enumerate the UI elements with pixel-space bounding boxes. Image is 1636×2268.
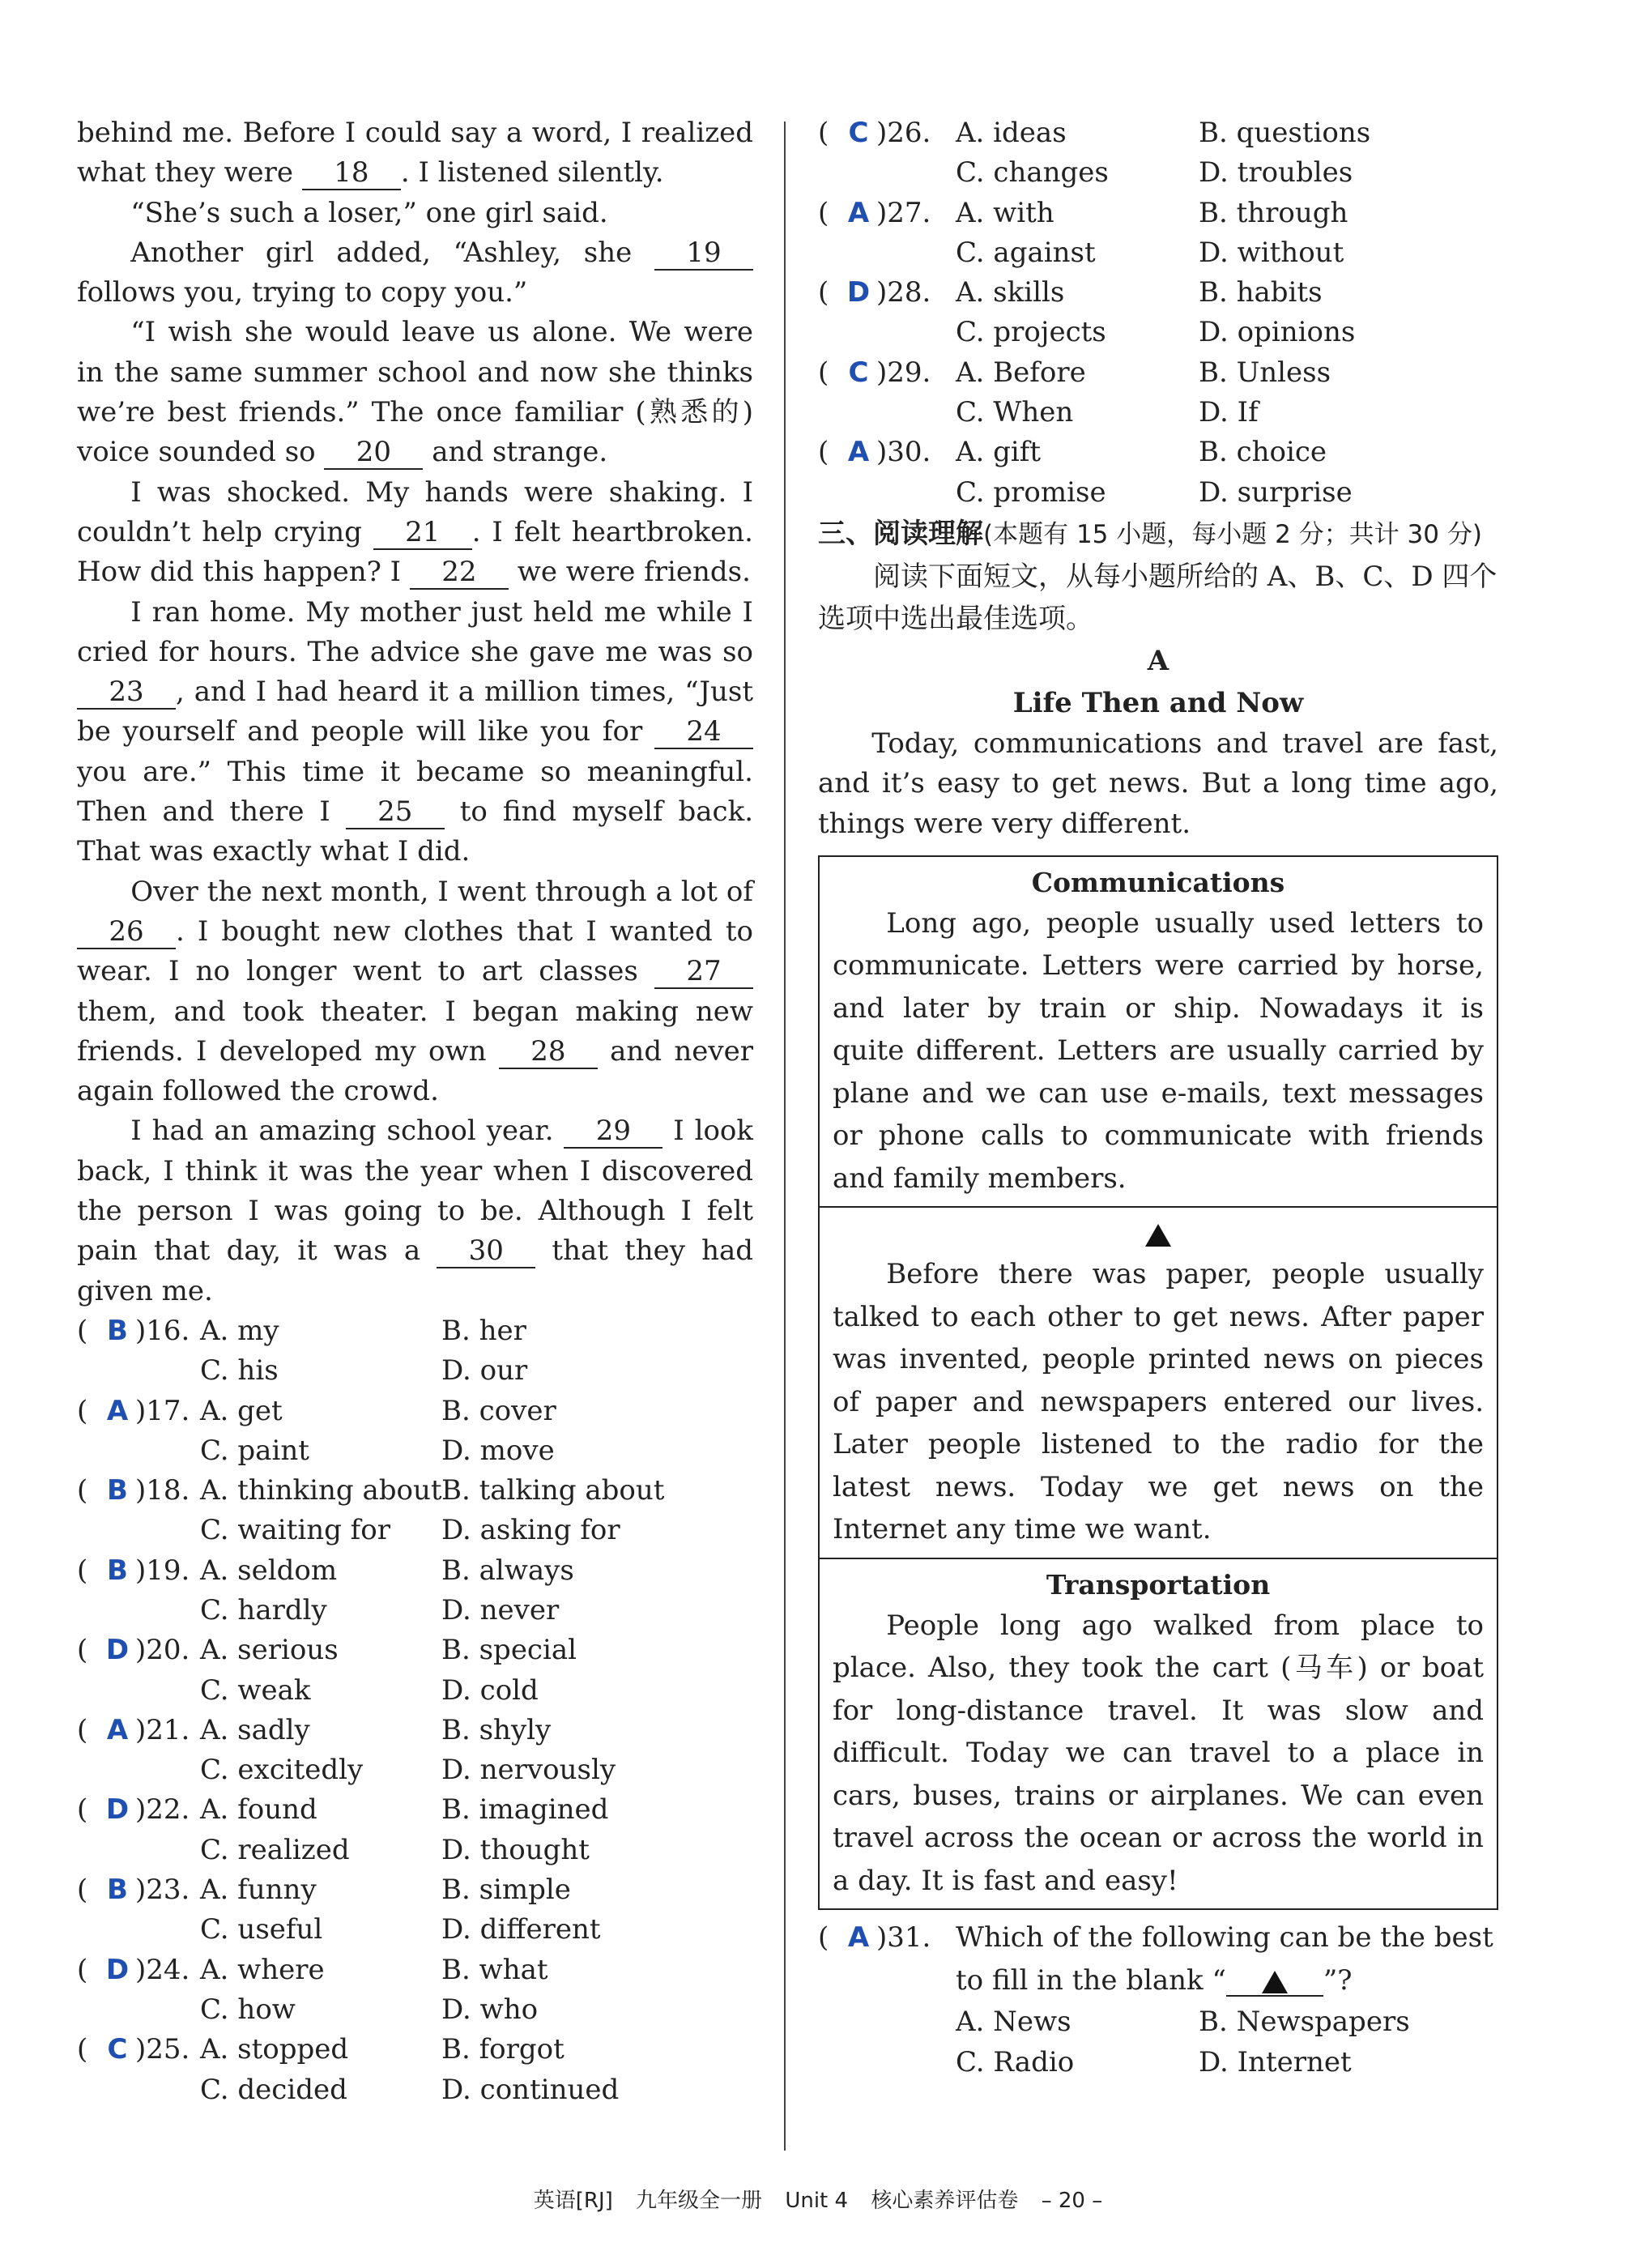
question-row: ( D )20. A. serious B. special <box>77 1631 753 1670</box>
blank-number: 22 <box>410 556 509 590</box>
question-row: ( B )18. A. thinking about B. talking about <box>77 1471 753 1511</box>
blank-number: 19 <box>654 237 753 271</box>
passage-paragraph: I had an amazing school year. 29 I look back, I think it was the year when I discovered the person I was going to be. Although I felt pain that day, it was a 30 that they had given me. <box>77 1115 753 1307</box>
option-c: C. realized <box>200 1833 350 1866</box>
blank-number: 29 <box>564 1115 662 1149</box>
answer-mark: B <box>107 1554 128 1587</box>
footer-unit: Unit 4 <box>785 2189 849 2213</box>
answer-mark: D <box>105 1634 130 1667</box>
question-row: ( D )28. A. skills B. habits <box>818 273 1498 313</box>
answer-mark: D <box>105 1793 130 1827</box>
option-d: D. thought <box>441 1833 590 1866</box>
question-row: ( A )30. A. gift B. choice <box>818 433 1498 472</box>
option-a: A. sadly <box>200 1713 310 1746</box>
blank-number: 23 <box>77 676 176 710</box>
answer-mark: A <box>847 1921 870 1955</box>
question-row: ( B )16. A. my B. her <box>77 1311 753 1351</box>
option-d: D. who <box>441 1993 539 2026</box>
option-b: B. what <box>441 1953 548 1986</box>
passage-paragraph: “She’s such a loser,” one girl said. <box>130 196 608 229</box>
question-row: ( C )29. A. Before B. Unless <box>818 353 1498 393</box>
option-a: A. thinking about <box>200 1474 442 1507</box>
option-d: D. different <box>441 1913 601 1946</box>
option-d: D. move <box>441 1434 555 1467</box>
passage-paragraph: I was shocked. My hands were shaking. I couldn’t help crying 21 . I felt heartbroken. How did this happen? I 22 we were friends. <box>77 475 753 589</box>
question-row-second <box>77 1591 753 1631</box>
option-a: A. found <box>200 1793 317 1827</box>
option-a: A. Before <box>956 356 1086 389</box>
passage-paragraph: I ran home. My mother just held me while I cried for hours. The advice she gave me was so 23 , and I had heard it a million times, “Just be yourself and people will like you for 24 you are.” This time it became so meaningful. Then and there I 25 to find myself back. That was exactly what I did. <box>77 595 754 868</box>
option-c: C. weak <box>200 1673 311 1707</box>
missing-heading-blank <box>833 1214 1484 1253</box>
option-b: B. always <box>441 1554 574 1587</box>
question-row-second <box>818 233 1498 273</box>
passage-paragraph: Over the next month, I went through a lot of 26 . I bought new clothes that I wanted to wear. I no longer went to art classes 27 them, and took theater. I began making new friends. I developed my own 28 and never again followed the crowd. <box>77 875 753 1108</box>
option-b: B. choice <box>1199 436 1327 469</box>
blank-number: 18 <box>302 156 401 190</box>
option-c: C. paint <box>200 1434 309 1467</box>
question-row-second <box>77 1671 753 1711</box>
option-c: C. how <box>200 1993 296 2026</box>
option-b: B. imagined <box>441 1793 609 1827</box>
option-a: A. serious <box>200 1634 339 1667</box>
footer-page: – 20 – <box>1041 2189 1103 2213</box>
answer-mark: B <box>107 1874 128 1907</box>
option-c: C. promise <box>956 475 1106 509</box>
passage-paragraph: behind me. Before I could say a word, I realized what they were 18 . I listened silently. <box>77 117 753 190</box>
blank-marker <box>1226 1966 1323 1997</box>
answer-mark: A <box>847 436 870 469</box>
option-d: D. without <box>1199 236 1344 269</box>
option-a: A. get <box>200 1394 283 1427</box>
footer-subject: 英语[RJ] <box>533 2189 613 2213</box>
news-text: Before there was paper, people usually talked to each other to get news. After paper was invented, people printed news on pieces of paper and newspapers entered our lives. Later people listened to the radio for the latest news. Today we get news on the Internet any time we want. <box>833 1258 1484 1546</box>
option-b: B. her <box>441 1314 526 1347</box>
communications-text: Long ago, people usually used letters to communicate. Letters were carried by horse, and later by train or ship. Nowadays it is quite different. Letters are usually carried by plane and we can use e-mails, text messages or phone calls to communicate with friends and family members. <box>833 906 1484 1195</box>
left-column <box>77 113 753 2110</box>
triangle-icon <box>1145 1224 1171 1247</box>
news-cell <box>820 1208 1497 1559</box>
option-a: A. ideas <box>956 117 1067 149</box>
question-row-second <box>818 473 1498 513</box>
triangle-icon <box>1262 1971 1288 1993</box>
blank-number: 26 <box>77 915 176 949</box>
info-table <box>818 855 1498 1911</box>
question-row-second <box>818 393 1498 433</box>
option-d: D. continued <box>441 2073 620 2106</box>
right-column <box>818 113 1498 2083</box>
option-c: C. useful <box>200 1913 323 1946</box>
question-row: ( B )19. A. seldom B. always <box>77 1551 753 1591</box>
option-a: A. funny <box>200 1874 317 1907</box>
question-row-second <box>77 1831 753 1870</box>
option-d: D. cold <box>441 1673 539 1707</box>
cloze-questions-16-25 <box>77 1311 753 2110</box>
question-row: ( C )25. A. stopped B. forgot <box>77 2030 753 2070</box>
transportation-text: People long ago walked from place to place. Also, they took the cart (马车) or boat for long-distance travel. It was slow and difficult. Today we can travel to a place in cars, buses, trains or airplanes. We can even travel across the ocean or across the world in a day. It is fast and easy! <box>833 1609 1484 1897</box>
option-b: B. talking about <box>441 1474 665 1507</box>
option-b: B. habits <box>1199 276 1323 309</box>
transportation-heading: Transportation <box>1046 1568 1271 1601</box>
option-b: B. special <box>441 1634 577 1667</box>
answer-mark: A <box>847 196 870 229</box>
question-31: ( A )31. Which of the following can be the best to fill in the blank “ ”? A. News B. Newspapers C. Radio D. Internet <box>818 1916 1498 2083</box>
cloze-questions-26-30 <box>818 113 1498 513</box>
answer-mark: B <box>107 1474 128 1507</box>
question-row: ( A )17. A. get B. cover <box>77 1392 753 1431</box>
question-row-second <box>77 1990 753 2030</box>
blank-number: 24 <box>654 715 753 749</box>
option-d: D. Internet <box>1199 2045 1352 2078</box>
question-31-stem: Which of the following can be the best to fill in the blank “ ”? <box>956 1921 1493 1997</box>
option-d: D. our <box>441 1354 528 1388</box>
option-c: C. waiting for <box>200 1514 390 1547</box>
answer-mark: D <box>105 1953 130 1986</box>
answer-mark: A <box>106 1394 129 1427</box>
section-heading: 三、阅读理解(本题有 15 小题，每小题 2 分；共计 30 分) <box>818 517 1482 550</box>
answer-mark: D <box>846 276 871 309</box>
question-row: ( A )21. A. sadly B. shyly <box>77 1711 753 1750</box>
answer-mark: A <box>106 1713 129 1746</box>
option-d: D. asking for <box>441 1514 620 1547</box>
communications-cell <box>820 857 1497 1209</box>
question-row-second <box>77 1431 753 1471</box>
question-row-second <box>77 2070 753 2110</box>
option-d: D. never <box>441 1593 560 1626</box>
question-row: ( A )27. A. with B. through <box>818 194 1498 233</box>
option-d: D. troubles <box>1199 156 1353 190</box>
question-row-second <box>77 1750 753 1790</box>
option-a: A. where <box>200 1953 325 1986</box>
passage-intro: Today, communications and travel are fast, and it’s easy to get news. But a long time ago, things were very different. <box>818 727 1498 840</box>
option-a: A. seldom <box>200 1554 338 1587</box>
question-row: ( D )22. A. found B. imagined <box>77 1790 753 1830</box>
option-a: A. stopped <box>200 2033 349 2066</box>
option-b: B. through <box>1199 196 1348 229</box>
option-c: C. When <box>956 396 1074 429</box>
blank-number: 20 <box>324 436 423 470</box>
column-divider <box>784 122 786 2151</box>
page-footer <box>0 2184 1636 2214</box>
answer-mark: C <box>107 2033 128 2066</box>
option-b: B. shyly <box>441 1713 552 1746</box>
option-c: C. projects <box>956 316 1106 349</box>
question-row-second <box>77 1910 753 1950</box>
blank-number: 21 <box>373 516 472 550</box>
option-c: C. his <box>200 1354 279 1388</box>
question-row: ( B )23. A. funny B. simple <box>77 1870 753 1910</box>
question-row-second <box>818 153 1498 193</box>
footer-paper: 核心素养评估卷 <box>871 2189 1019 2213</box>
communications-heading: Communications <box>1031 866 1285 898</box>
blank-number: 25 <box>346 795 445 829</box>
option-d: D. nervously <box>441 1754 616 1787</box>
passage-paragraph: “I wish she would leave us alone. We were in the same summer school and now she thinks we’re best friends.” The once familiar (熟悉的) voice sounded so 20 and strange. <box>77 316 753 469</box>
option-b: B. cover <box>441 1394 556 1427</box>
option-c: C. hardly <box>200 1593 327 1626</box>
option-c: C. changes <box>956 156 1109 190</box>
option-b: B. simple <box>441 1874 571 1907</box>
question-row-second <box>818 313 1498 352</box>
option-c: C. decided <box>200 2073 347 2106</box>
option-a: A. skills <box>956 276 1065 309</box>
question-row-second <box>77 1351 753 1391</box>
option-a: A. with <box>956 196 1054 229</box>
option-b: B. Newspapers <box>1199 2006 1410 2039</box>
answer-mark: B <box>107 1314 128 1347</box>
footer-grade: 九年级全一册 <box>636 2189 763 2213</box>
blank-number: 27 <box>654 955 753 989</box>
question-row: ( D )24. A. where B. what <box>77 1950 753 1990</box>
question-row-second <box>77 1511 753 1550</box>
option-c: C. Radio <box>956 2045 1075 2078</box>
option-d: D. If <box>1199 396 1259 429</box>
option-c: C. against <box>956 236 1096 269</box>
option-c: C. excitedly <box>200 1754 364 1787</box>
option-a: A. my <box>200 1314 279 1347</box>
blank-number: 28 <box>499 1035 598 1069</box>
passage-title: Life Then and Now <box>1012 686 1304 719</box>
option-b: B. forgot <box>441 2033 565 2066</box>
option-d: D. surprise <box>1199 475 1353 509</box>
question-row: ( C )26. A. ideas B. questions <box>818 113 1498 153</box>
passage-paragraph: Another girl added, “Ashley, she 19 follows you, trying to copy you.” <box>77 233 753 313</box>
blank-number: 30 <box>437 1234 535 1268</box>
option-b: B. questions <box>1199 117 1371 149</box>
option-a: A. News <box>956 2006 1071 2039</box>
answer-mark: C <box>848 117 869 149</box>
section-instruction: 阅读下面短文，从每小题所给的 A、B、C、D 四个选项中选出最佳选项。 <box>818 560 1498 635</box>
option-a: A. gift <box>956 436 1042 469</box>
option-b: B. Unless <box>1199 356 1331 389</box>
passage-letter: A <box>1147 644 1169 677</box>
cloze-passage <box>77 113 753 1311</box>
answer-mark: C <box>848 356 869 389</box>
transportation-cell <box>820 1559 1497 1909</box>
option-d: D. opinions <box>1199 316 1356 349</box>
